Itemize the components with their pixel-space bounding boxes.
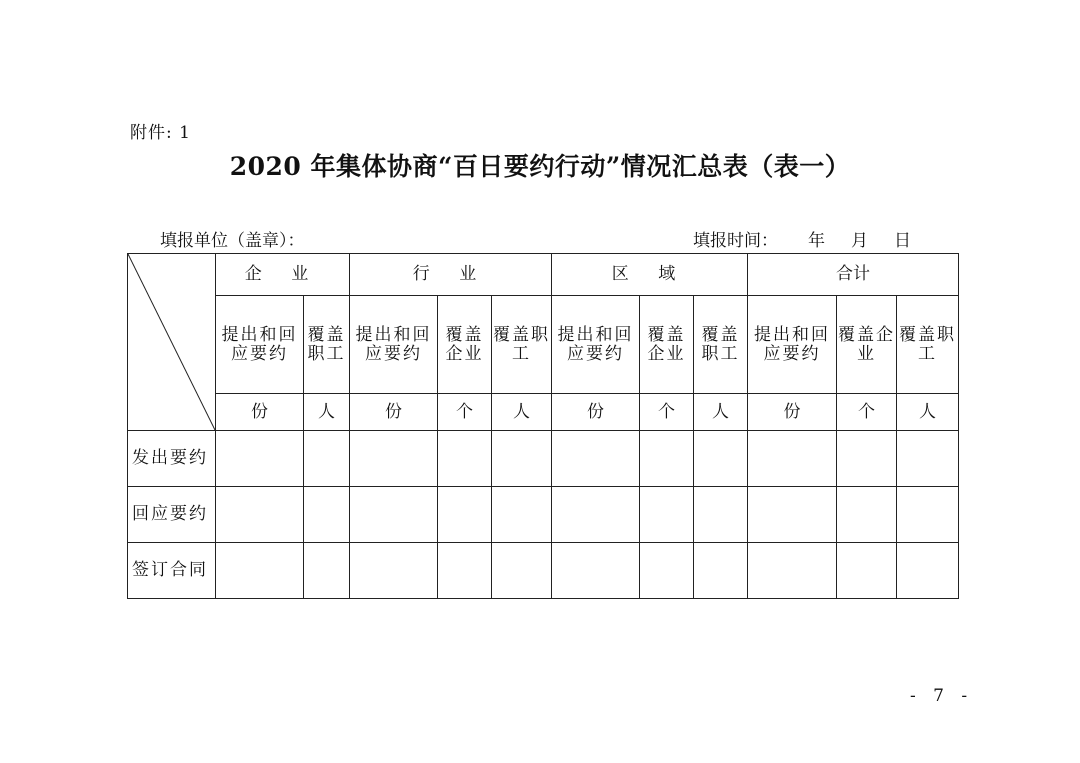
unit-persons: 人 — [897, 394, 959, 431]
diagonal-line — [128, 254, 215, 430]
attachment-label: 附件: 1 — [130, 123, 191, 143]
subheader-propose-respond: 提出和回应要约 — [748, 296, 837, 394]
subheader-cover-workers: 覆盖职工 — [694, 296, 748, 394]
group-header-enterprise: 企 业 — [216, 254, 350, 296]
data-cell[interactable] — [552, 487, 640, 543]
data-cell[interactable] — [748, 487, 837, 543]
day-label: 日 — [894, 231, 911, 251]
subheader-cover-enterprises: 覆盖企业 — [837, 296, 897, 394]
document-title: 2020 年集体协商“百日要约行动”情况汇总表（表一） — [229, 152, 851, 181]
data-cell[interactable] — [304, 543, 350, 599]
data-cell[interactable] — [694, 431, 748, 487]
data-cell[interactable] — [492, 543, 552, 599]
month-label: 月 — [851, 231, 868, 251]
page-number: - 7 - — [910, 686, 974, 706]
table-row — [128, 431, 959, 487]
row-label-respond-offer: 回应要约 — [128, 487, 216, 543]
data-cell[interactable] — [694, 487, 748, 543]
data-cell[interactable] — [350, 543, 438, 599]
unit-copies: 份 — [552, 394, 640, 431]
reporting-time-label: 填报时间： — [693, 231, 778, 251]
unit-count: 个 — [640, 394, 694, 431]
subheader-propose-respond: 提出和回应要约 — [552, 296, 640, 394]
data-cell[interactable] — [897, 543, 959, 599]
unit-count: 个 — [438, 394, 492, 431]
subheader-cover-enterprises: 覆盖企业 — [640, 296, 694, 394]
group-header-total: 合计 — [748, 254, 959, 296]
year-label: 年 — [808, 231, 825, 251]
data-cell[interactable] — [216, 543, 304, 599]
unit-persons: 人 — [304, 394, 350, 431]
data-cell[interactable] — [748, 543, 837, 599]
subheader-cover-workers: 覆盖职工 — [492, 296, 552, 394]
subheader-cover-workers: 覆盖职工 — [304, 296, 350, 394]
diagonal-header-cell — [128, 254, 216, 431]
table-row — [128, 487, 959, 543]
data-cell[interactable] — [216, 487, 304, 543]
data-cell[interactable] — [837, 543, 897, 599]
data-cell[interactable] — [552, 431, 640, 487]
unit-copies: 份 — [216, 394, 304, 431]
data-cell[interactable] — [640, 431, 694, 487]
data-cell[interactable] — [748, 431, 837, 487]
data-cell[interactable] — [438, 543, 492, 599]
data-cell[interactable] — [837, 431, 897, 487]
reporting-time — [693, 226, 911, 251]
data-cell[interactable] — [640, 487, 694, 543]
subheader-cover-enterprises: 覆盖企业 — [438, 296, 492, 394]
subheader-propose-respond: 提出和回应要约 — [216, 296, 304, 394]
data-cell[interactable] — [492, 487, 552, 543]
subheader-cover-workers: 覆盖职工 — [897, 296, 959, 394]
table-row — [128, 543, 959, 599]
data-cell[interactable] — [694, 543, 748, 599]
data-cell[interactable] — [216, 431, 304, 487]
data-cell[interactable] — [304, 431, 350, 487]
data-cell[interactable] — [897, 431, 959, 487]
row-label-sign-contract: 签订合同 — [128, 543, 216, 599]
data-cell[interactable] — [350, 431, 438, 487]
data-cell[interactable] — [350, 487, 438, 543]
unit-persons: 人 — [492, 394, 552, 431]
data-cell[interactable] — [640, 543, 694, 599]
unit-count: 个 — [837, 394, 897, 431]
summary-table — [127, 253, 959, 599]
data-cell[interactable] — [897, 487, 959, 543]
subheader-propose-respond: 提出和回应要约 — [350, 296, 438, 394]
unit-persons: 人 — [694, 394, 748, 431]
data-cell[interactable] — [438, 431, 492, 487]
data-cell[interactable] — [492, 431, 552, 487]
group-header-industry: 行 业 — [350, 254, 552, 296]
data-cell[interactable] — [552, 543, 640, 599]
unit-copies: 份 — [748, 394, 837, 431]
data-cell[interactable] — [304, 487, 350, 543]
group-header-region: 区 域 — [552, 254, 748, 296]
data-cell[interactable] — [837, 487, 897, 543]
row-label-issue-offer: 发出要约 — [128, 431, 216, 487]
reporting-unit-label: 填报单位（盖章）： — [160, 231, 305, 251]
unit-copies: 份 — [350, 394, 438, 431]
data-cell[interactable] — [438, 487, 492, 543]
